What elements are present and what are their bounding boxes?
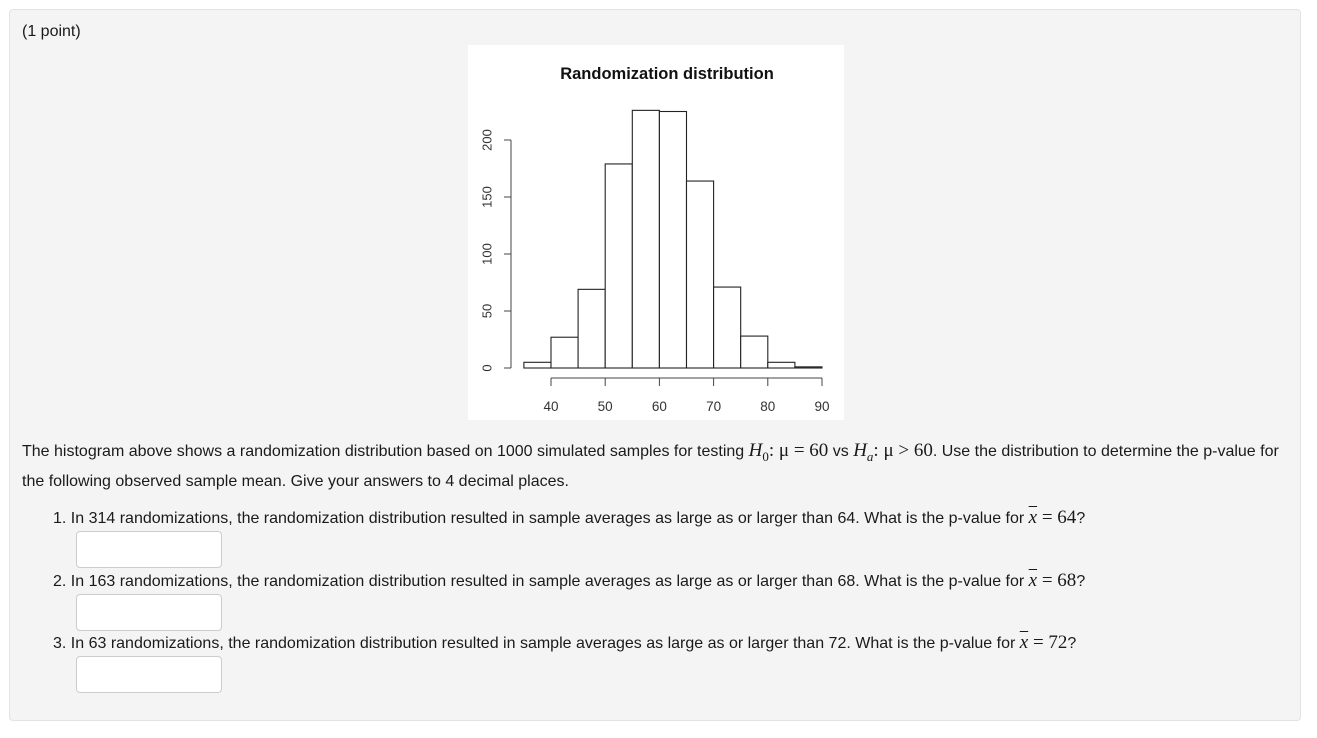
question-1: 1. In 314 randomizations, the randomization distribution resulted in sample averages as large as or larger than 64. What is the p-value for $\overline{x} = 64$? xyxy=(53,507,1086,528)
y-axis xyxy=(479,129,511,371)
x-tick-label: 80 xyxy=(760,399,776,414)
y-tick-label: 150 xyxy=(479,186,495,208)
histogram-bars xyxy=(524,110,822,368)
answer-input-2[interactable] xyxy=(76,594,222,631)
y-tick-label: 0 xyxy=(479,364,495,372)
histogram-bar xyxy=(524,362,551,368)
histogram-chart xyxy=(468,45,844,420)
histogram-bar xyxy=(741,336,768,368)
histogram-bar xyxy=(687,181,714,368)
histogram-bar xyxy=(714,287,741,368)
x-tick-label: 50 xyxy=(597,399,613,414)
alternative-hypothesis: $H_a$: μ > 60 xyxy=(853,440,933,464)
question-2: 2. In 163 randomizations, the randomization distribution resulted in sample averages as large as or larger than 68. What is the p-value for $\overline{x} = 68$? xyxy=(53,570,1086,591)
question-3: 3. In 63 randomizations, the randomization distribution resulted in sample averages as large as or larger than 72. What is the p-value for $\overline{x} = 72$? xyxy=(53,632,1077,653)
points-label: (1 point) xyxy=(22,23,81,40)
histogram-bar xyxy=(578,289,605,368)
y-tick-label: 100 xyxy=(479,243,495,265)
x-tick-label: 90 xyxy=(814,399,830,414)
problem-intro: The histogram above shows a randomization distribution based on 1000 simulated samples for testing $H_0$: μ = 60 vs $H_a$: μ > 60. Use the distribution to determine the p-value for the following observed sample mean. Give your answers to 4 decimal places. xyxy=(22,440,1279,490)
y-tick-label: 50 xyxy=(479,303,495,319)
histogram-bar xyxy=(768,362,795,368)
x-tick-label: 40 xyxy=(543,399,559,414)
x-tick-label: 60 xyxy=(651,399,667,414)
y-tick-label: 200 xyxy=(479,129,495,151)
x-tick-label: 70 xyxy=(706,399,722,414)
histogram-bar xyxy=(632,110,659,368)
histogram-bar xyxy=(659,112,686,369)
chart-title: Randomization distribution xyxy=(560,65,774,83)
problem-container xyxy=(9,9,1301,721)
histogram-bar xyxy=(795,367,822,368)
null-hypothesis: $H_0$: μ = 60 xyxy=(748,440,829,464)
histogram-bar xyxy=(551,337,578,368)
histogram-bar xyxy=(605,164,632,368)
x-axis xyxy=(543,378,829,414)
answer-input-3[interactable] xyxy=(76,656,222,693)
answer-input-1[interactable] xyxy=(76,531,222,568)
